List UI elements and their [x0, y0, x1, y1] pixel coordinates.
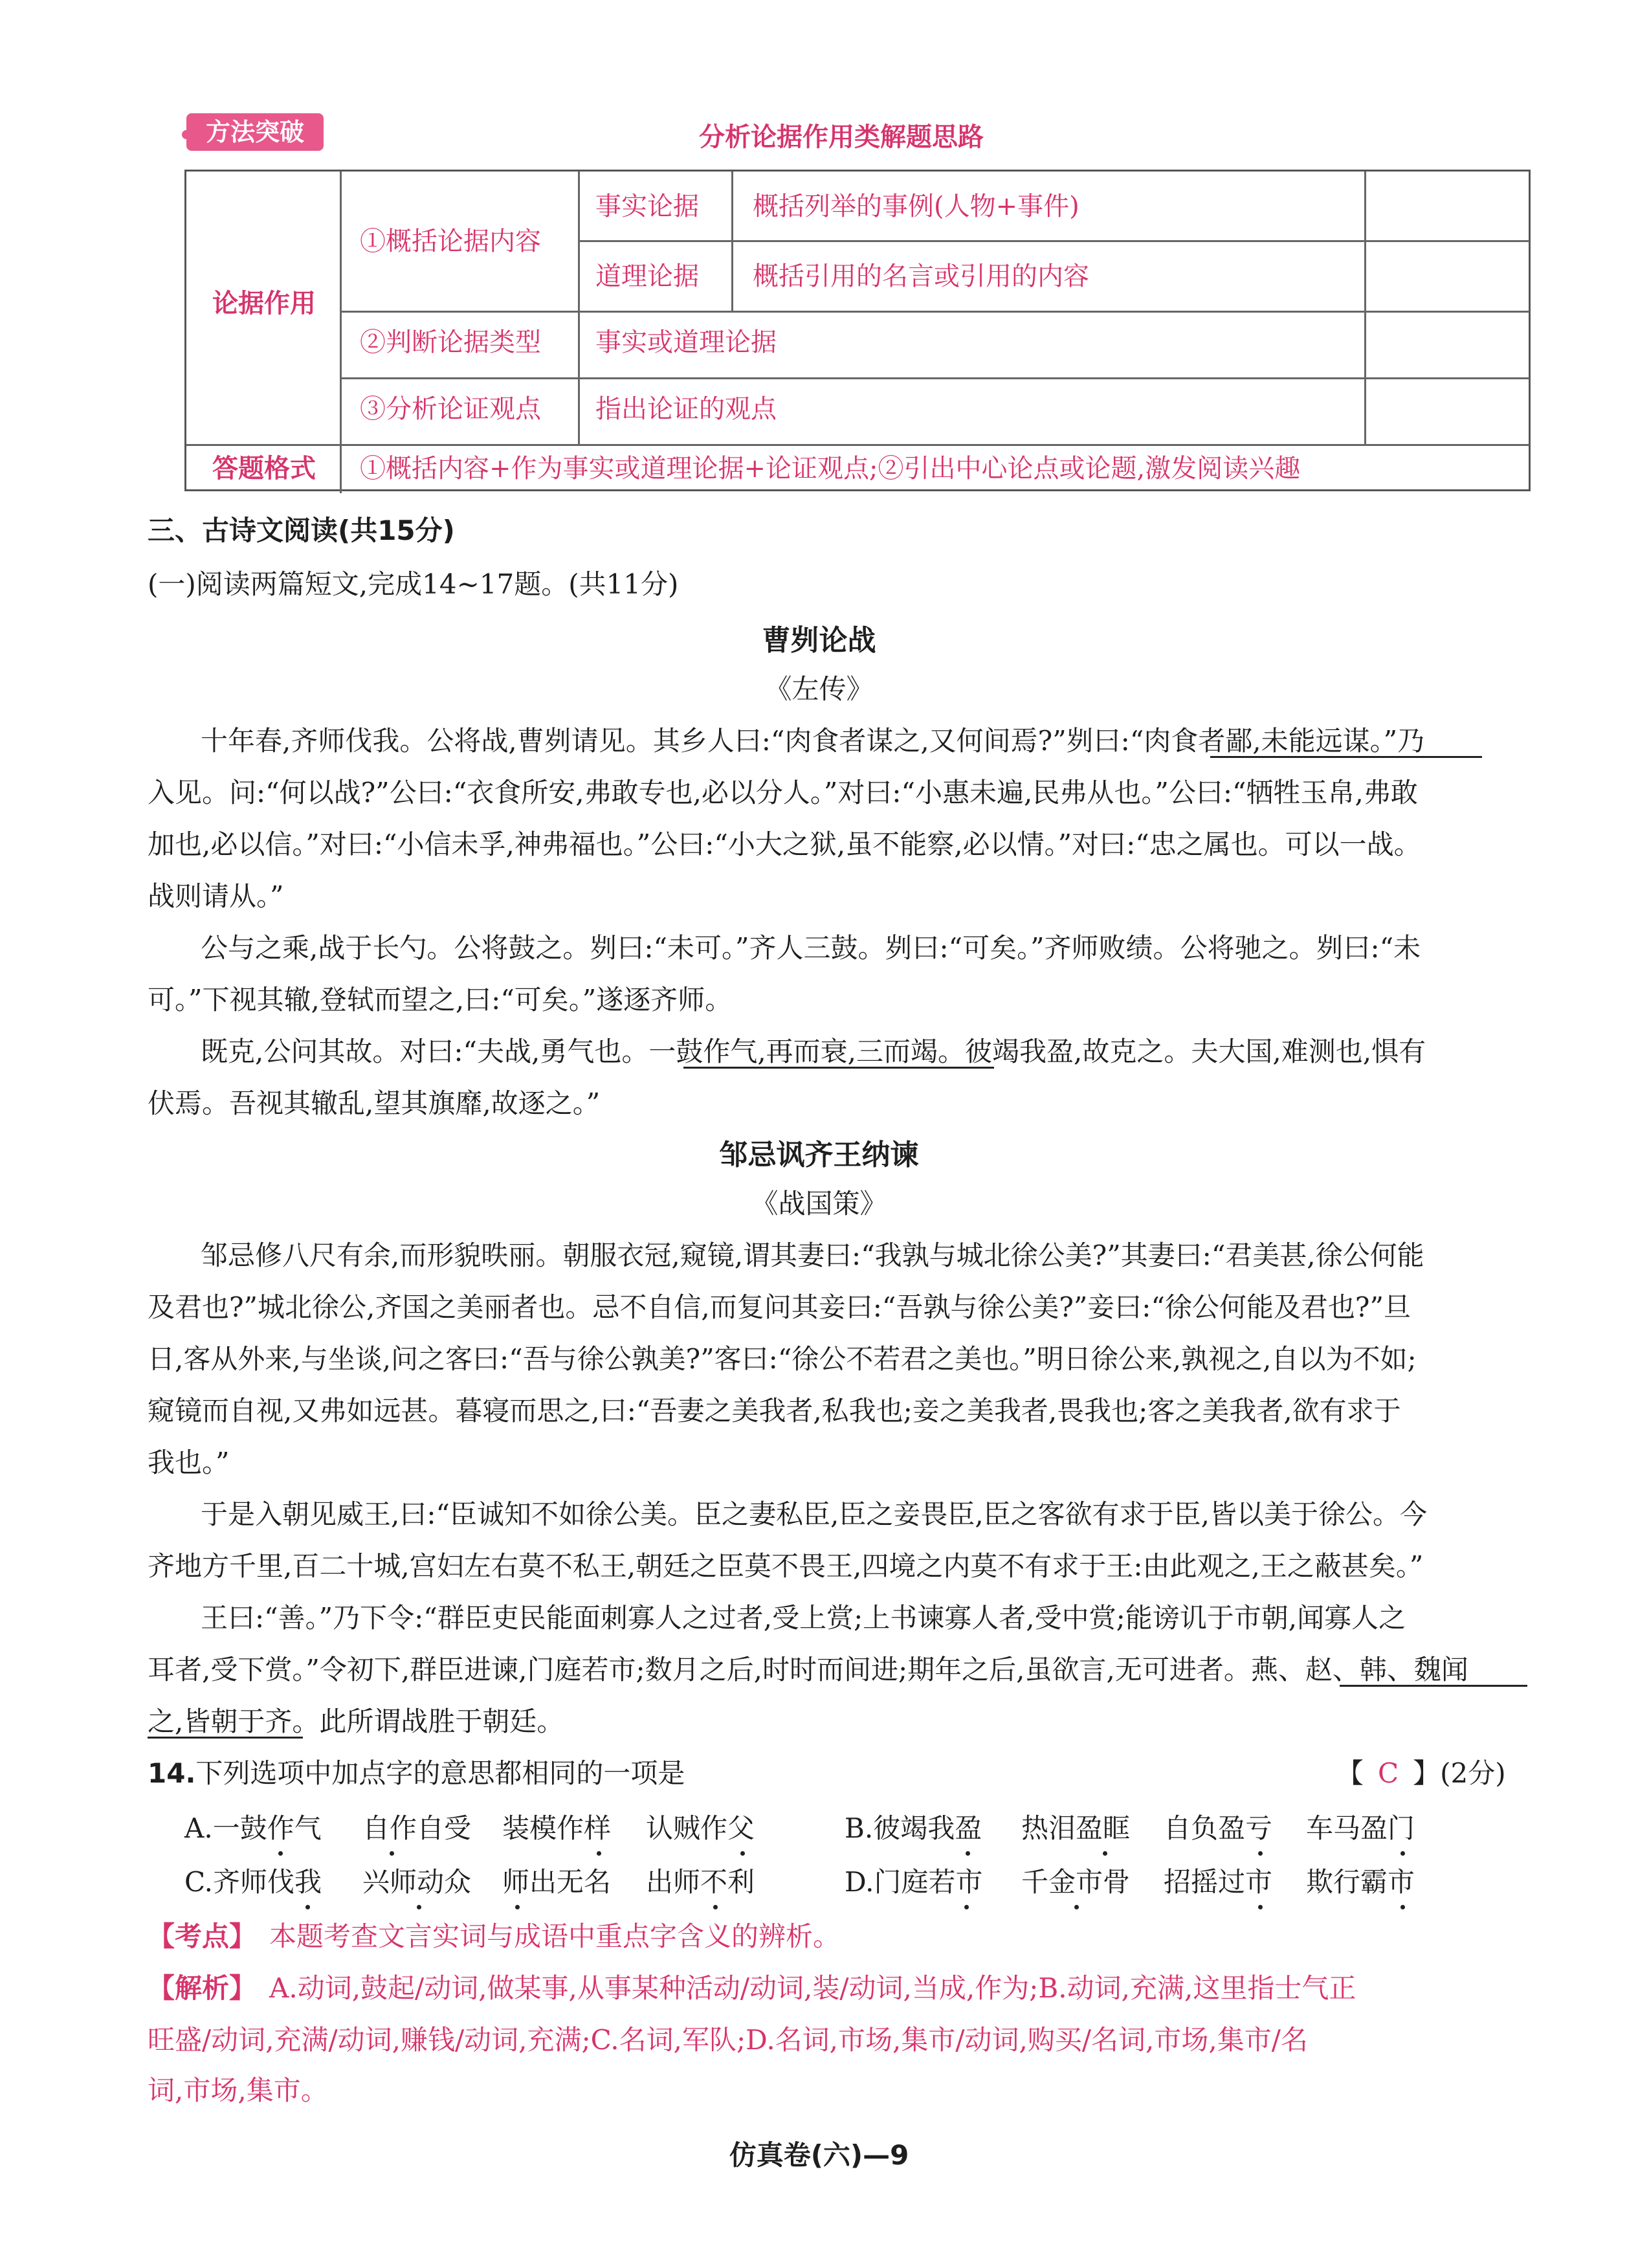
question-14-stem — [148, 1754, 685, 1793]
passage-line: 之,皆朝于齐。此所谓战胜于朝廷。 — [148, 1706, 564, 1737]
page-footer: 仿真卷(六)—9 — [729, 2139, 909, 2171]
option-item: 千金市骨 — [1021, 1866, 1131, 1898]
jiexi-line: 词,市场,集市。 — [148, 2074, 328, 2106]
fact-desc: 概括列举的事例(人物+事件) — [753, 192, 1079, 221]
emphasis-dot — [1074, 1905, 1079, 1909]
option-d — [845, 1863, 983, 1902]
jiexi-line: A.动词,鼓起/动词,做某事,从事某种活动/动词,装/动词,当成,作为;B.动词,充满,这里指士气正 — [269, 1972, 1356, 2004]
option-label: D. — [845, 1866, 874, 1898]
row-head-argument-role: 论据作用 — [212, 289, 316, 318]
underline-mark — [1340, 1685, 1527, 1687]
option-item: 门庭若市 — [874, 1866, 983, 1898]
emphasis-dot — [597, 1851, 601, 1856]
question-number: 14. — [148, 1757, 196, 1789]
section-heading: 三、古诗文阅读(共15分) — [148, 515, 455, 546]
table-divider — [578, 240, 1529, 242]
reason-label: 道理论据 — [595, 261, 699, 291]
passage-line: 齐地方千里,百二十城,宫妇左右莫不私王,朝廷之臣莫不畏王,四境之内莫不有求于王:由此观之,王之蔽甚矣。” — [148, 1550, 1424, 1582]
table-divider — [340, 444, 342, 493]
emphasis-dot — [278, 1851, 283, 1856]
option-label: C. — [184, 1866, 213, 1898]
option-item: 认贼作父 — [646, 1812, 755, 1844]
kaodian — [148, 1917, 840, 1956]
option-item: 师出无名 — [502, 1866, 612, 1898]
passage-line: 于是入朝见威王,曰:“臣诚知不如徐公美。臣之妻私臣,臣之妾畏臣,臣之客欲有求于臣,皆以美于徐公。今 — [201, 1498, 1428, 1530]
method-table — [184, 170, 1531, 491]
passage-line: 我也。” — [148, 1447, 230, 1478]
passage-line: 加也,必以信。”对曰:“小信未孚,神弗福也。”公曰:“小大之狱,虽不能察,必以情。”对曰:“忠之属也。可以一战。 — [148, 828, 1421, 860]
option-label: B. — [845, 1812, 874, 1844]
step-1: ①概括论据内容 — [360, 227, 541, 256]
jiexi-line: 旺盛/动词,充满/动词,赚钱/动词,充满;C.名词,军队;D.名词,市场,集市/动词,购买/名词,市场,集市/名 — [148, 2024, 1308, 2056]
option-item: 兴师动众 — [362, 1866, 472, 1898]
passage-line: 可。”下视其辙,登轼而望之,曰:“可矣。”遂逐齐师。 — [148, 984, 733, 1016]
row-head-answer-format: 答题格式 — [212, 454, 316, 484]
underline-mark — [1210, 756, 1482, 758]
passage-line: 伏焉。吾视其辙乱,望其旗靡,故逐之。” — [148, 1087, 601, 1119]
emphasis-dot — [1258, 1851, 1263, 1856]
reason-desc: 概括引用的名言或引用的内容 — [753, 261, 1089, 291]
bracket-close: 】 — [1413, 1757, 1441, 1789]
option-a — [184, 1809, 322, 1848]
table-divider — [340, 311, 1529, 313]
table-divider — [186, 444, 1529, 446]
option-item: 自负盈亏 — [1164, 1812, 1273, 1844]
answer-box — [1336, 1754, 1506, 1793]
option-b — [845, 1809, 982, 1848]
jiexi — [148, 1969, 1356, 2008]
option-item: 出师不利 — [646, 1866, 755, 1898]
emphasis-dot — [1400, 1851, 1405, 1856]
kaodian-label: 【考点】 — [148, 1920, 257, 1952]
table-divider — [340, 172, 342, 444]
emphasis-dot — [417, 1905, 421, 1909]
option-item: 欺行霸市 — [1306, 1866, 1415, 1898]
emphasis-dot — [390, 1851, 394, 1856]
fact-label: 事实论据 — [595, 192, 699, 221]
table-divider — [1364, 172, 1366, 444]
passage-line: 既克,公问其故。对曰:“夫战,勇气也。一鼓作气,再而衰,三而竭。彼竭我盈,故克之。夫大国,难测也,惧有 — [201, 1036, 1426, 1067]
option-item: 装模作样 — [502, 1812, 612, 1844]
option-item: 齐师伐我 — [213, 1866, 322, 1898]
score: (2分) — [1440, 1757, 1506, 1789]
option-c — [184, 1863, 322, 1902]
passage-line: 公与之乘,战于长勺。公将鼓之。刿曰:“未可。”齐人三鼓。刿曰:“可矣。”齐师败绩。公将驰之。刿曰:“未 — [201, 932, 1421, 964]
passage-line: 入见。问:“何以战?”公曰:“衣食所安,弗敢专也,必以分人。”对曰:“小惠未遍,民弗从也。”公曰:“牺牲玉帛,弗敢 — [148, 777, 1418, 808]
step-2: ②判断论据类型 — [360, 328, 541, 357]
emphasis-dot — [713, 1905, 718, 1909]
section-sub-heading: (一)阅读两篇短文,完成14~17题。(共11分) — [148, 568, 679, 600]
option-item: 一鼓作气 — [212, 1812, 322, 1844]
step-3-desc: 指出论证的观点 — [595, 394, 777, 424]
format-desc: ①概括内容+作为事实或道理论据+论证观点;②引出中心论点或论题,激发阅读兴趣 — [360, 454, 1301, 484]
step-2-desc: 事实或道理论据 — [595, 328, 777, 357]
option-item: 热泪盈眶 — [1021, 1812, 1131, 1844]
passage-line: 窥镜而自视,又弗如远甚。暮寝而思之,曰:“吾妻之美我者,私我也;妾之美我者,畏我也;客之美我者,欲有求于 — [148, 1395, 1401, 1427]
emphasis-dot — [1400, 1905, 1405, 1909]
underline-mark — [148, 1737, 303, 1739]
emphasis-dot — [966, 1851, 970, 1856]
bracket-open: 【 — [1336, 1757, 1364, 1789]
table-divider — [340, 377, 1529, 379]
emphasis-dot — [1258, 1905, 1263, 1909]
passage-line: 邹忌修八尺有余,而形貌昳丽。朝服衣冠,窥镜,谓其妻曰:“我孰与城北徐公美?”其妻曰:“君美甚,徐公何能 — [201, 1240, 1424, 1271]
emphasis-dot — [1103, 1851, 1107, 1856]
emphasis-dot — [515, 1905, 520, 1909]
jiexi-label: 【解析】 — [148, 1972, 257, 2004]
question-text: 下列选项中加点字的意思都相同的一项是 — [195, 1757, 685, 1789]
option-item: 车马盈门 — [1306, 1812, 1415, 1844]
passage2-title: 邹忌讽齐王纳谏 — [719, 1139, 919, 1172]
emphasis-dot — [305, 1905, 310, 1909]
passage-line: 十年春,齐师伐我。公将战,曹刿请见。其乡人曰:“肉食者谋之,又何间焉?”刿曰:“肉食者鄙,未能远谋。”乃 — [201, 725, 1425, 757]
option-label: A. — [184, 1812, 213, 1844]
passage-line: 日,客从外来,与坐谈,问之客曰:“吾与徐公孰美?”客曰:“徐公不若君之美也。”明日徐公来,孰视之,自以为不如; — [148, 1343, 1417, 1375]
option-item: 彼竭我盈 — [873, 1812, 982, 1844]
passage2-source: 《战国策》 — [751, 1188, 887, 1219]
emphasis-dot — [964, 1905, 969, 1909]
passage-line: 及君也?”城北徐公,齐国之美丽者也。忌不自信,而复问其妾曰:“吾孰与徐公美?”妾曰:“徐公何能及君也?”旦 — [148, 1291, 1411, 1323]
passage-line: 战则请从。” — [148, 880, 284, 912]
underline-mark — [683, 1067, 994, 1069]
method-title: 分析论据作用类解题思路 — [699, 122, 984, 152]
passage1-title: 曹刿论战 — [762, 624, 876, 657]
passage-line: 王曰:“善。”乃下令:“群臣吏民能面刺寡人之过者,受上赏;上书谏寡人者,受中赏;能谤讥于市朝,闻寡人之 — [201, 1602, 1406, 1634]
method-badge: 方法突破 — [186, 113, 324, 151]
step-3: ③分析论证观点 — [360, 394, 541, 424]
answer-letter: C — [1378, 1757, 1399, 1789]
emphasis-dot — [740, 1851, 745, 1856]
option-item: 招摇过市 — [1164, 1866, 1273, 1898]
kaodian-text: 本题考查文言实词与成语中重点字含义的辨析。 — [269, 1920, 841, 1952]
option-item: 自作自受 — [362, 1812, 472, 1844]
passage-line: 耳者,受下赏。”令初下,群臣进谏,门庭若市;数月之后,时时而间进;期年之后,虽欲言,无可进者。燕、赵、韩、魏闻 — [148, 1654, 1468, 1685]
passage1-source: 《左传》 — [764, 673, 874, 705]
